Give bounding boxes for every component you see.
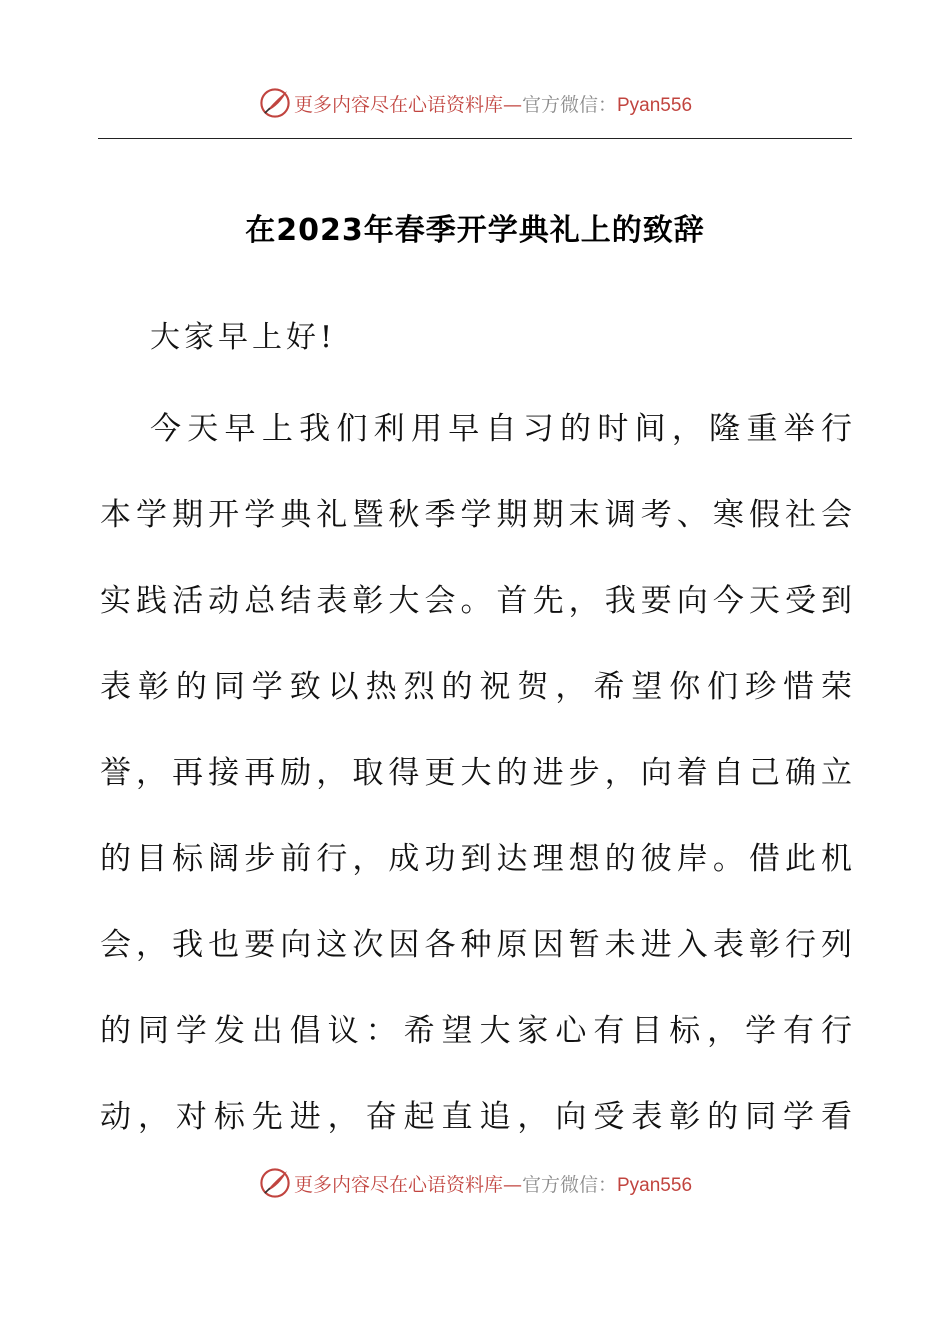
body-line: 的同学发出倡议：希望大家心有目标，学有行	[100, 1013, 852, 1049]
header-divider	[98, 138, 852, 139]
body-line: 实践活动总结表彰大会。首先，我要向今天受到	[100, 583, 852, 619]
body-line: 动，对标先进，奋起直追，向受表彰的同学看	[100, 1099, 852, 1135]
body-line: 会，我也要向这次因各种原因暂未进入表彰行列	[100, 927, 852, 963]
body-line: 今天早上我们利用早自习的时间，隆重举行	[150, 411, 852, 447]
footer-promo	[294, 1170, 692, 1197]
footer-dash: —	[502, 1173, 522, 1196]
quill-logo-icon	[258, 1166, 292, 1200]
body-line: 表彰的同学致以热烈的祝贺，希望你们珍惜荣	[100, 669, 852, 705]
header-banner	[0, 83, 950, 123]
header-wechat-id: Pyan556	[617, 94, 693, 116]
footer-wechat-label: 官方微信：	[521, 1173, 617, 1196]
header-promo-text: 更多内容尽在心语资料库	[293, 93, 503, 116]
header-dash: —	[502, 93, 522, 116]
header-wechat-label: 官方微信：	[521, 93, 617, 116]
greeting: 大家早上好!	[150, 320, 337, 355]
header-promo	[294, 90, 692, 117]
footer-promo-text: 更多内容尽在心语资料库	[293, 1173, 503, 1196]
footer-wechat-id: Pyan556	[617, 1174, 693, 1196]
quill-logo-icon	[258, 86, 292, 120]
document-title: 在2023年春季开学典礼上的致辞	[245, 213, 705, 248]
body-line: 誉，再接再励，取得更大的进步，向着自己确立	[100, 755, 852, 791]
body-line: 本学期开学典礼暨秋季学期期末调考、寒假社会	[100, 497, 852, 533]
body-paragraph	[100, 404, 852, 1178]
footer-banner	[0, 1163, 950, 1203]
body-line: 的目标阔步前行，成功到达理想的彼岸。借此机	[100, 841, 852, 877]
